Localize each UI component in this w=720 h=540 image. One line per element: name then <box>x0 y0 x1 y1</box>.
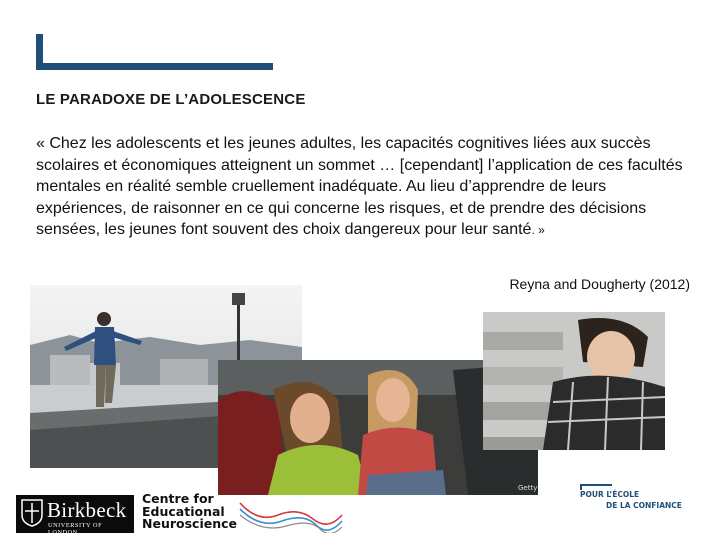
cen-wave-graphic <box>238 493 344 533</box>
quote-block <box>36 133 686 242</box>
birkbeck-logo <box>16 495 134 536</box>
slide-title: LE PARADOXE DE L’ADOLESCENCE <box>36 91 306 108</box>
photo-teen-on-stairs <box>483 312 665 450</box>
cen-line-3: Neuroscience <box>142 516 237 532</box>
quote-text: « Chez les adolescents et les jeunes adultes, les capacités cognitives liées aux succès scolaires et économiques atteignent un sommet … [cependant] l’application de ces facultés mentales en réalité semble cruellement inadéquate. Au lieu d’apprendre de leurs expériences, de raisonner en ce qui concerne les risques, et de prendre des décisions sensées, les jeunes font souvent des choix dangereux pour leur santé <box>36 135 683 239</box>
citation: Reyna and Dougherty (2012) <box>509 276 690 292</box>
stairs-scene-image <box>483 312 665 450</box>
cen-line-1: Centre for <box>142 491 214 506</box>
cen-logo <box>142 493 237 531</box>
cen-line-2: Educational <box>142 503 225 519</box>
photo-credit: Getty <box>518 484 538 492</box>
birkbeck-name: Birkbeck <box>47 498 127 522</box>
accent-bar-horizontal <box>36 63 273 70</box>
ecole-confiance-logo <box>580 484 690 514</box>
ecole-line-2: DE LA CONFIANCE <box>606 501 682 510</box>
birkbeck-subtitle: UNIVERSITY OF LONDON <box>48 522 103 536</box>
quote-end: . » <box>531 223 545 238</box>
birkbeck-crest-icon <box>21 499 43 527</box>
ecole-line-1: POUR L’ÉCOLE <box>580 490 640 499</box>
